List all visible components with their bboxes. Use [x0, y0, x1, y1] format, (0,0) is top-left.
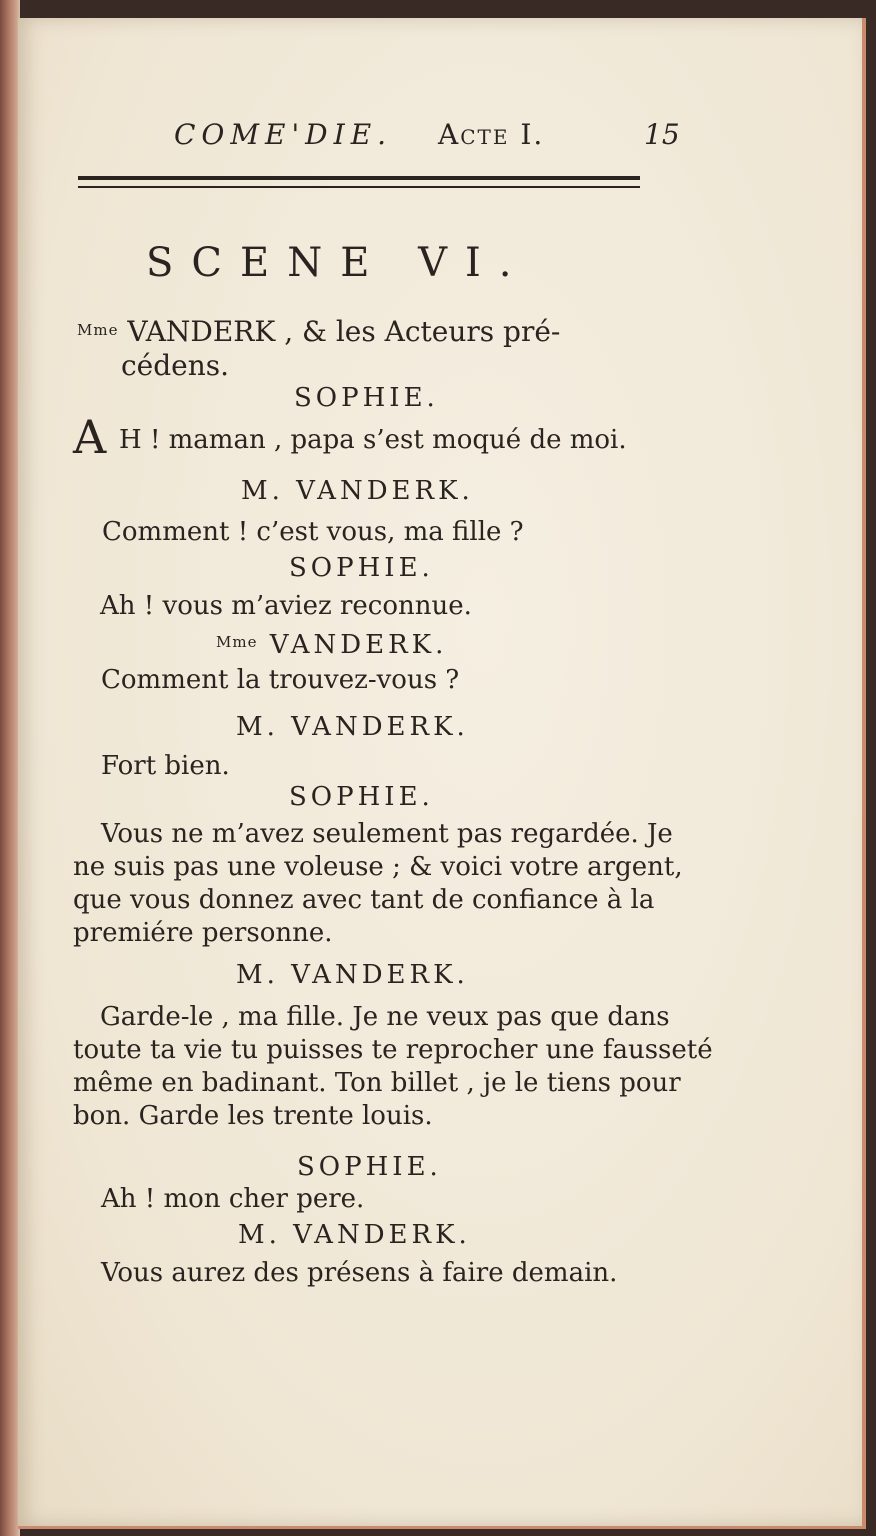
stage-direction-cont: cédens.	[121, 349, 230, 382]
speech-line: premiére personne.	[73, 918, 333, 948]
speech-line: toute ta vie tu puisses te reprocher une fausseté	[73, 1035, 713, 1065]
stage-direction	[77, 315, 560, 348]
speaker-name: VANDERK.	[269, 630, 448, 660]
speech-line: Vous aurez des présens à faire demain.	[101, 1258, 618, 1288]
speech-line: Ah ! vous m’aviez reconnue.	[100, 591, 472, 621]
scene-heading: SCENE VI.	[146, 240, 530, 286]
speaker-m-vanderk: M. VANDERK.	[238, 1220, 471, 1250]
speech-line: Ah ! mon cher pere.	[101, 1184, 365, 1214]
speaker-sophie: SOPHIE.	[289, 782, 434, 812]
book-page	[18, 18, 866, 1529]
book-binding-edge	[0, 0, 20, 1536]
running-head-title: COME'DIE.	[174, 118, 393, 151]
stage-direction-abbr: Mme	[77, 321, 119, 339]
speech-line: même en badinant. Ton billet , je le tiens pour	[73, 1068, 681, 1098]
header-rule-thin	[78, 186, 640, 188]
speech-line: Garde-le , ma fille. Je ne veux pas que dans	[100, 1002, 670, 1032]
speaker-sophie: SOPHIE.	[297, 1152, 442, 1182]
speaker-m-vanderk: M. VANDERK.	[236, 712, 469, 742]
speaker-m-vanderk: M. VANDERK.	[241, 476, 474, 506]
speech-line: Comment la trouvez-vous ?	[101, 665, 460, 695]
speech-line: Comment ! c’est vous, ma fille ?	[102, 517, 524, 547]
drop-cap: A	[73, 410, 107, 464]
speaker-sophie: SOPHIE.	[289, 553, 434, 583]
stage-direction-text: VANDERK , & les Acteurs pré-	[127, 315, 561, 348]
running-head-act: Acte I.	[438, 118, 545, 151]
page-number: 15	[644, 118, 680, 151]
speech-line: H ! maman , papa s’est moqué de moi.	[119, 425, 627, 455]
header-rule-thick	[78, 176, 640, 180]
speech-line: Fort bien.	[101, 751, 230, 781]
speech-line: bon. Garde les trente louis.	[73, 1101, 433, 1131]
speaker-m-vanderk: M. VANDERK.	[236, 960, 469, 990]
speech-line: Vous ne m’avez seulement pas regardée. Je	[101, 819, 673, 849]
speaker-sophie: SOPHIE.	[294, 383, 439, 413]
speaker-abbr: Mme	[216, 633, 258, 651]
speech-line: que vous donnez avec tant de confiance à la	[73, 885, 655, 915]
running-head	[174, 118, 680, 158]
speech-line: ne suis pas une voleuse ; & voici votre argent,	[73, 852, 683, 882]
speaker-mme-vanderk	[216, 630, 447, 660]
